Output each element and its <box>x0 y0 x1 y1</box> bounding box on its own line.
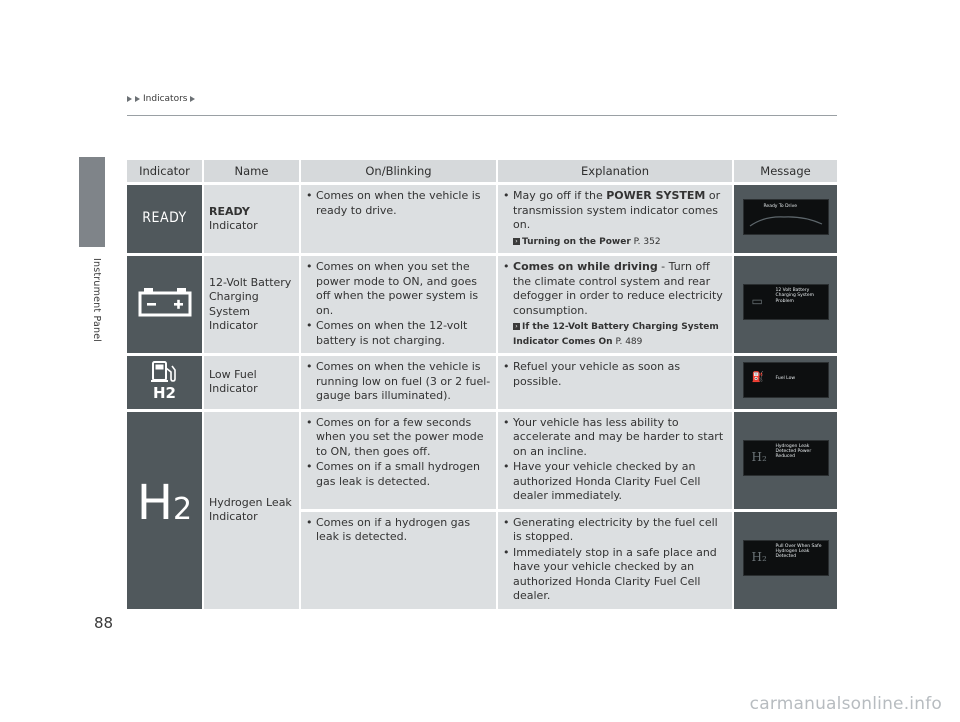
cross-reference-link[interactable]: › If the 12-Volt Battery Charging System Indicator Comes On P. 489 <box>513 322 719 347</box>
on-blinking-cell: • Comes on when the vehicle is ready to drive. <box>299 185 496 253</box>
battery-small-icon: ▭ <box>751 294 763 309</box>
on-blinking-cell: • Comes on for a few seconds when you set the power mode to ON, then goes off. • Comes on if a small hydrogen gas leak is detected. <box>299 412 496 509</box>
breadcrumb-arrow-icon <box>190 96 195 102</box>
explanation-cell: • Refuel your vehicle as soon as possible. <box>496 356 732 409</box>
col-header-name: Name <box>202 160 299 182</box>
message-cell <box>732 412 837 509</box>
on-blinking-cell: • Comes on if a hydrogen gas leak is detected. <box>299 512 496 609</box>
explanation-cell: • May go off if the POWER SYSTEM or transmission system indicator comes on. › Turning on the Power P. 352 <box>496 185 732 253</box>
message-cell <box>732 256 837 353</box>
ready-icon: READY <box>127 185 202 253</box>
on-blinking-cell: • Comes on when you set the power mode to ON, and goes off when the power system is on. • Comes on when the 12-volt battery is not charging. <box>299 256 496 353</box>
display-message-screen: H₂ Pull Over When Safe Hydrogen Leak Detected <box>743 540 829 576</box>
indicator-name: Low Fuel Indicator <box>202 356 299 409</box>
col-header-message: Message <box>732 160 837 182</box>
fuel-pump-h2-icon <box>127 356 202 409</box>
on-blinking-cell: • Comes on when the vehicle is running low on fuel (3 or 2 fuel-gauge bars illuminated). <box>299 356 496 409</box>
table-header-row <box>127 160 837 182</box>
hydrogen-small-icon: H₂ <box>751 549 767 564</box>
breadcrumb-arrow-icon <box>135 96 140 102</box>
display-message-screen: ▭ 12 Volt Battery Charging System Problem <box>743 284 829 320</box>
message-cell <box>732 512 837 609</box>
battery-icon <box>127 256 202 353</box>
indicator-name: 12-Volt Battery Charging System Indicator <box>202 256 299 353</box>
col-header-on-blinking: On/Blinking <box>299 160 496 182</box>
svg-text:H2: H2 <box>152 384 176 400</box>
cross-reference-link[interactable]: › Turning on the Power P. 352 <box>503 235 728 250</box>
breadcrumb-section[interactable]: Indicators <box>143 94 188 104</box>
watermark: carmanualsonline.info <box>749 694 942 714</box>
chapter-label: Instrument Panel <box>91 258 102 343</box>
display-message-screen: H₂ Hydrogen Leak Detected Power Reduced <box>743 440 829 476</box>
breadcrumb-arrow-icon <box>127 96 132 102</box>
col-header-explanation: Explanation <box>496 160 732 182</box>
explanation-cell: • Your vehicle has less ability to accelerate and may be harder to start on an incline. • Have your vehicle checked by an authorized Honda Clarity Fuel Cell dealer immediately. <box>496 412 732 509</box>
chapter-tab[interactable] <box>79 157 105 247</box>
message-cell <box>732 185 837 253</box>
explanation-cell: • Comes on while driving - Turn off the climate control system and rear defogger in order to reduce electricity consumption. › If the 12-Volt Battery Charging System Indicator Comes On P. 489 <box>496 256 732 353</box>
table-row <box>127 356 837 409</box>
display-message-screen: Ready To Drive <box>743 199 829 235</box>
car-silhouette-icon <box>744 200 828 234</box>
indicator-name: READY Indicator <box>202 185 299 253</box>
reference-arrow-icon: › <box>513 323 520 330</box>
hydrogen-icon: H2 <box>127 412 202 609</box>
col-header-indicator: Indicator <box>127 160 202 182</box>
page-number: 88 <box>94 614 114 632</box>
header-rule <box>127 115 837 116</box>
indicator-name: Hydrogen Leak Indicator <box>202 412 299 609</box>
table-row <box>127 185 837 253</box>
table-row <box>127 256 837 353</box>
reference-arrow-icon: › <box>513 238 520 245</box>
fuel-pump-small-icon: ⛽ <box>751 372 764 383</box>
table-row <box>127 412 837 509</box>
indicator-table <box>127 157 837 612</box>
breadcrumb <box>127 94 195 104</box>
display-message-screen: ⛽ Fuel Low <box>743 362 829 398</box>
hydrogen-small-icon: H₂ <box>751 449 767 464</box>
explanation-cell: • Generating electricity by the fuel cell is stopped. • Immediately stop in a safe place and have your vehicle checked by an authorized Honda Clarity Fuel Cell dealer. <box>496 512 732 609</box>
message-cell <box>732 356 837 409</box>
